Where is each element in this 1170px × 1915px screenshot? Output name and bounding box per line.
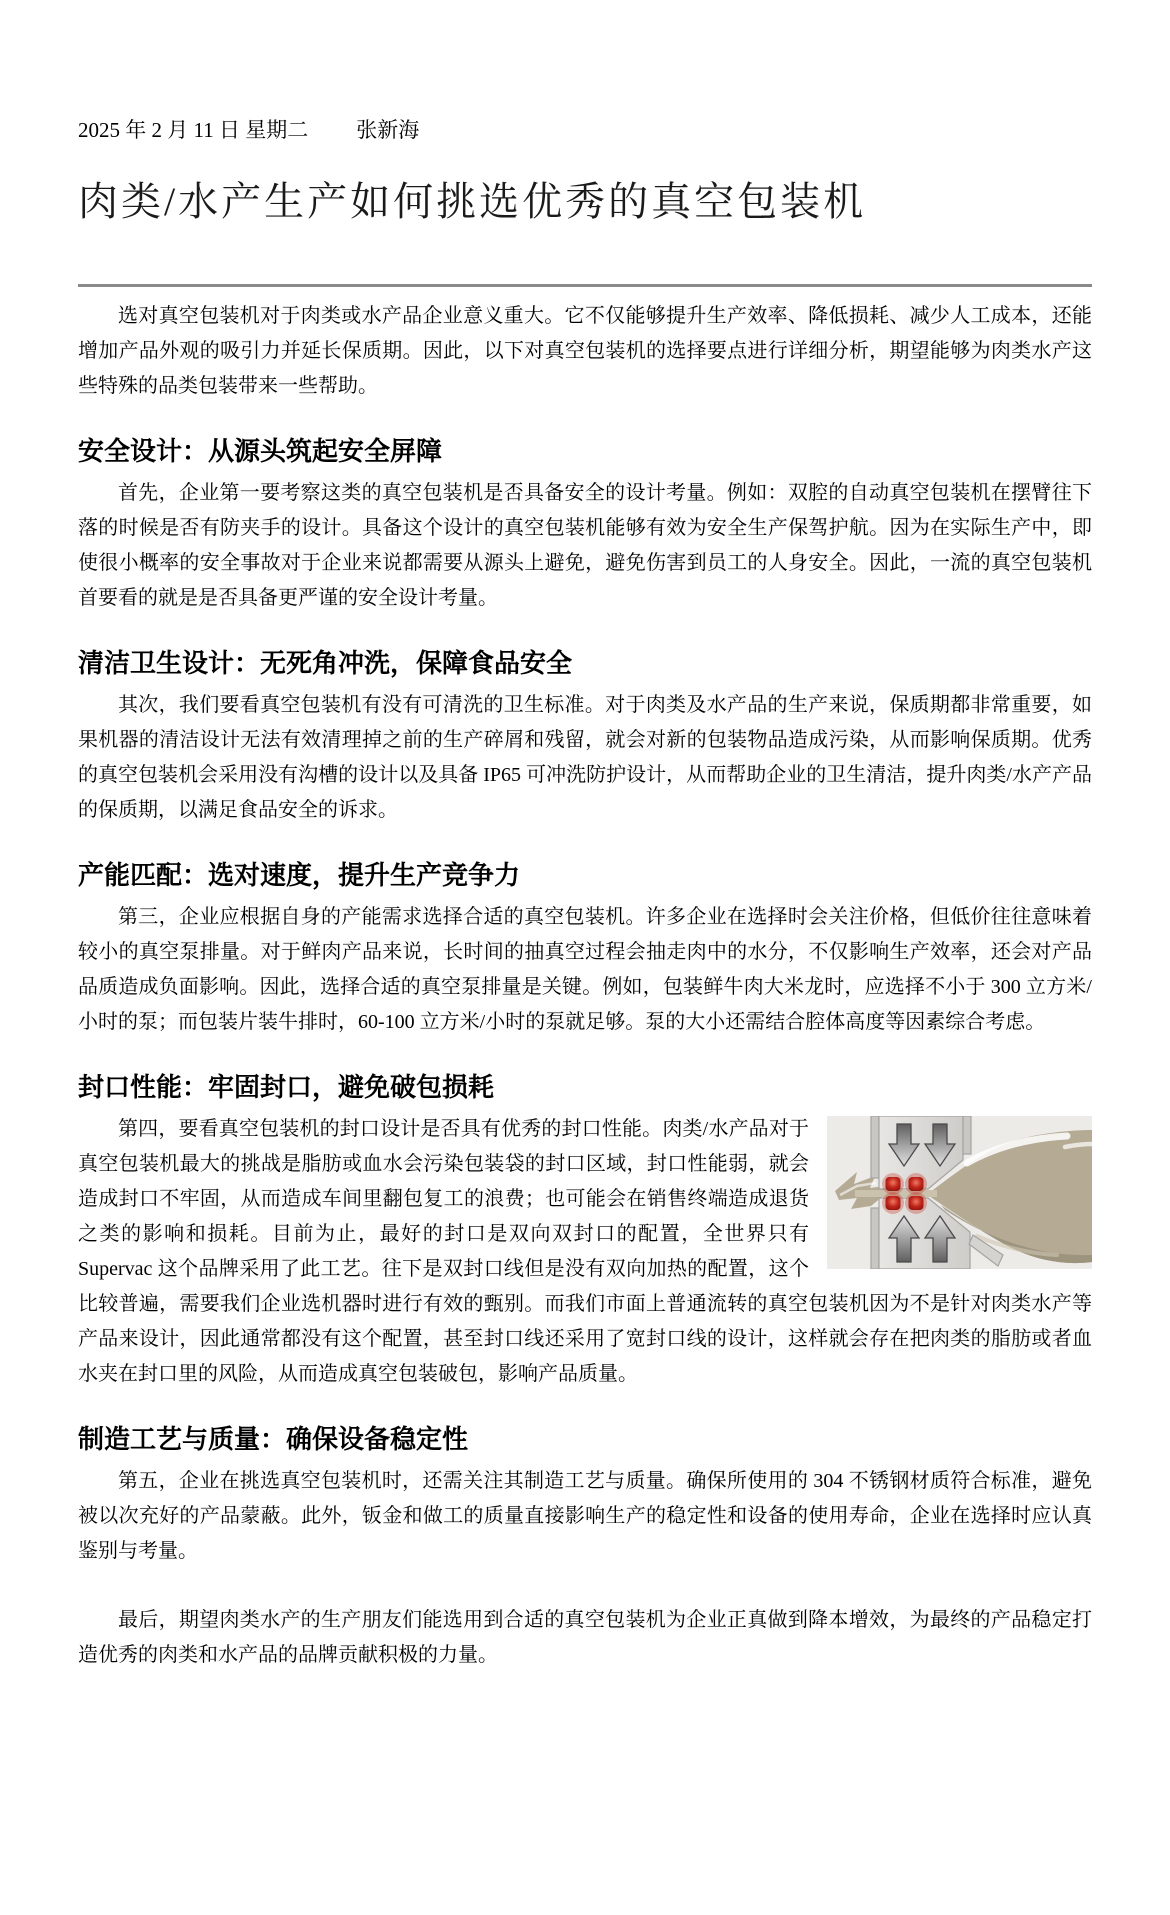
vacuum-sealing-diagram-image [827, 1116, 1092, 1269]
date-author-line [78, 116, 1092, 144]
section-heading-safety: 安全设计：从源头筑起安全屏障 [78, 436, 443, 466]
section-hygiene-design [78, 646, 1092, 828]
section-build-quality [78, 1422, 1092, 1569]
section-heading-capacity: 产能匹配：选对速度，提升生产竞争力 [78, 860, 521, 890]
section-seal-performance [78, 1070, 1092, 1392]
section-body-quality: 第五，企业在挑选真空包装机时，还需关注其制造工艺与质量。确保所使用的 304 不锈钢材质符合标准，避免被以次充好的产品蒙蔽。此外，钣金和做工的质量直接影响生产的稳定性和设备的使用寿命，企业在选择时应认真鉴别与考量。 [78, 1470, 1092, 1562]
section-heading-hygiene: 清洁卫生设计：无死角冲洗，保障食品安全 [78, 648, 573, 678]
vacuum-sealing-diagram [827, 1116, 1092, 1269]
document-author: 张新海 [356, 118, 420, 142]
section-body-capacity: 第三，企业应根据自身的产能需求选择合适的真空包装机。许多企业在选择时会关注价格，但低价往往意味着较小的真空泵排量。对于鲜肉产品来说，长时间的抽真空过程会抽走肉中的水分，不仅影响生产效率，还会对产品品质造成负面影响。因此，选择合适的真空泵排量是关键。例如，包装鲜牛肉大米龙时，应选择不小于 300 立方米/小时的泵；而包装片装牛排时，60-100 立方米/小时的泵就足够。泵的大小还需结合腔体高度等因素综合考虑。 [78, 906, 1092, 1033]
page-title: 肉类/水产生产如何挑选优秀的真空包装机 [78, 179, 867, 224]
section-body-seal: 第四，要看真空包装机的封口设计是否具有优秀的封口性能。肉类/水产品对于真空包装机最大的挑战是脂肪或血水会污染包装袋的封口区域，封口性能弱，就会造成封口不牢固，从而造成车间里翻包复工的浪费；也可能会在销售终端造成退货之类的影响和损耗。目前为止，最好的封口是双向双封口的配置，全世界只有 Supervac 这个品牌采用了此工艺。往下是双封口线但是没有双向加热的配置，这个比较普遍，需要我们企业选机器时进行有效的甄别。而我们市面上普通流转的真空包装机因为不是针对肉类水产等产品来设计，因此通常都没有这个配置，甚至封口线还采用了宽封口线的设计，这样就会存在把肉类的脂肪或者血水夹在封口里的风险，从而造成真空包装破包，影响产品质量。 [78, 1118, 1092, 1385]
section-safety-design [78, 434, 1092, 616]
section-heading-seal: 封口性能：牢固封口，避免破包损耗 [78, 1072, 495, 1102]
section-capacity-match [78, 858, 1092, 1040]
section-body-safety: 首先，企业第一要考察这类的真空包装机是否具备安全的设计考量。例如：双腔的自动真空包装机在摆臂往下落的时候是否有防夹手的设计。具备这个设计的真空包装机能够有效为安全生产保驾护航。因为在实际生产中，即使很小概率的安全事故对于企业来说都需要从源头上避免，避免伤害到员工的人身安全。因此，一流的真空包装机首要看的就是是否具备更严谨的安全设计考量。 [78, 482, 1092, 609]
document-date: 2025 年 2 月 11 日 星期二 [78, 118, 309, 142]
intro-paragraph: 选对真空包装机对于肉类或水产品企业意义重大。它不仅能够提升生产效率、降低损耗、减少人工成本，还能增加产品外观的吸引力并延长保质期。因此，以下对真空包装机的选择要点进行详细分析，期望能够为肉类水产这些特殊的品类包装带来一些帮助。 [78, 305, 1092, 397]
horizontal-rule [78, 284, 1092, 287]
section-body-hygiene: 其次，我们要看真空包装机有没有可清洗的卫生标准。对于肉类及水产品的生产来说，保质期都非常重要，如果机器的清洁设计无法有效清理掉之前的生产碎屑和残留，就会对新的包装物品造成污染，从而影响保质期。优秀的真空包装机会采用没有沟槽的设计以及具备 IP65 可冲洗防护设计，从而帮助企业的卫生清洁，提升肉类/水产产品的保质期，以满足食品安全的诉求。 [78, 694, 1092, 821]
closing-paragraph: 最后，期望肉类水产的生产朋友们能选用到合适的真空包装机为企业正真做到降本增效，为最终的产品稳定打造优秀的肉类和水产品的品牌贡献积极的力量。 [78, 1609, 1092, 1666]
section-heading-quality: 制造工艺与质量：确保设备稳定性 [78, 1424, 469, 1454]
